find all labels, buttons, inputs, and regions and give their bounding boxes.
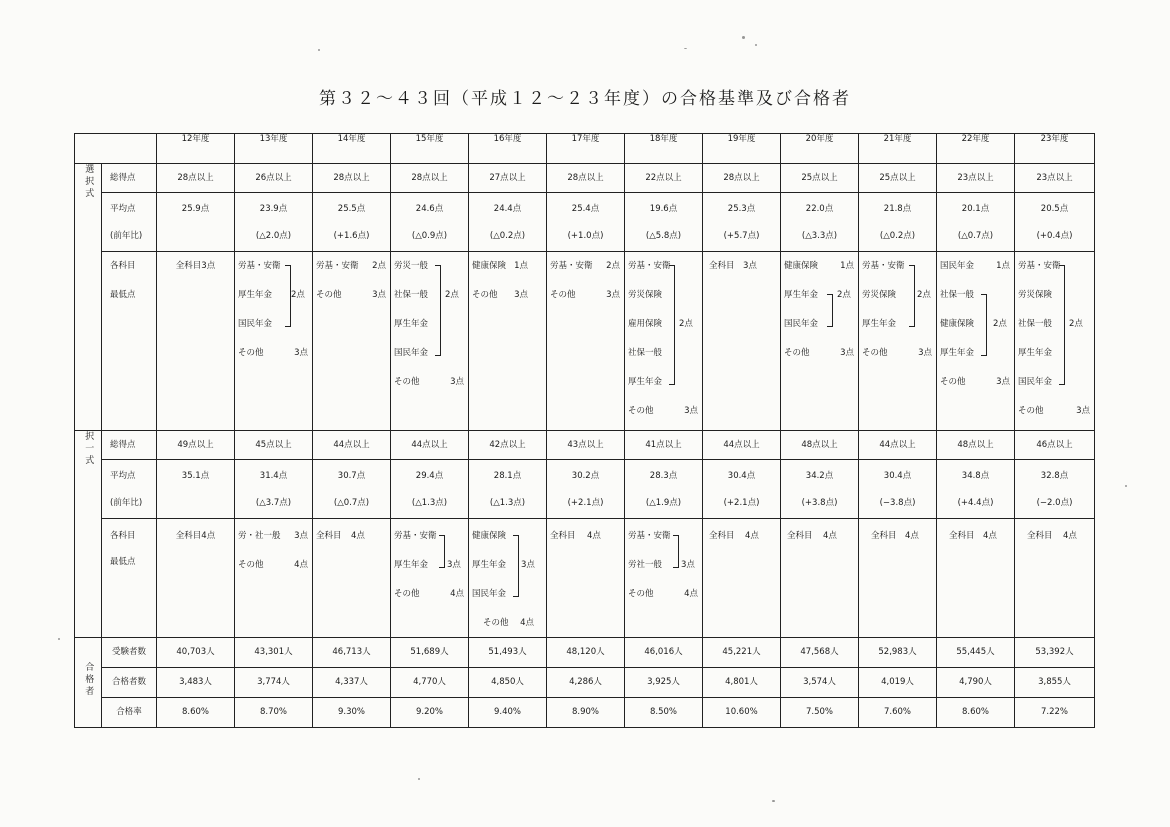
header-row	[75, 134, 1095, 164]
takuitsu-subject-y20: 全科目 4点	[781, 519, 859, 638]
year-header: 17年度	[547, 134, 625, 164]
sentaku-prev: (△0.2点)	[879, 231, 916, 241]
sentaku-subject-y22: 国民年金 1点 社保一般 健康保険 厚生年金 2点 その他 3点	[937, 252, 1015, 431]
passers-value: 4,790人	[937, 668, 1015, 698]
sentaku-avg: 25.4点	[571, 204, 600, 214]
sentaku-avg: 23.9点	[259, 204, 288, 214]
passers-value: 4,019人	[859, 668, 937, 698]
sentaku-subject-y14: 労基・安衛 2点 その他 3点	[313, 252, 391, 431]
takuitsu-prev-row	[75, 490, 1095, 519]
takuitsu-avg: 28.1点	[493, 471, 522, 481]
passers-value: 4,286人	[547, 668, 625, 698]
rate-value: 7.60%	[859, 698, 937, 728]
passers-value: 4,337人	[313, 668, 391, 698]
sentaku-total: 28点以上	[411, 173, 448, 183]
takuitsu-avg: 34.8点	[961, 471, 990, 481]
sentaku-subject-row	[75, 252, 1095, 431]
takuitsu-total: 45点以上	[255, 440, 292, 450]
sentaku-total: 28点以上	[723, 173, 760, 183]
takuitsu-avg: 32.8点	[1040, 471, 1069, 481]
sentaku-subject-y16: 健康保険 1点 その他 3点	[469, 252, 547, 431]
examinees-value: 52,983人	[859, 638, 937, 668]
takuitsu-avg: 31.4点	[259, 471, 288, 481]
sentaku-total: 25点以上	[801, 173, 838, 183]
row-label-examinees: 受験者数	[102, 638, 157, 668]
takuitsu-total: 48点以上	[801, 440, 838, 450]
takuitsu-prev: (−2.0点)	[1036, 498, 1073, 508]
rate-value: 9.20%	[391, 698, 469, 728]
sentaku-avg: 22.0点	[805, 204, 834, 214]
takuitsu-avg: 30.2点	[571, 471, 600, 481]
passers-value: 3,855人	[1015, 668, 1095, 698]
scan-noise	[418, 778, 420, 780]
rate-value: 9.30%	[313, 698, 391, 728]
section-label-sentaku: 選択式	[75, 164, 102, 431]
passers-value: 4,801人	[703, 668, 781, 698]
takuitsu-total: 44点以上	[879, 440, 916, 450]
scan-noise	[772, 800, 775, 802]
sentaku-avg: 19.6点	[649, 204, 678, 214]
sentaku-avg: 20.5点	[1040, 204, 1069, 214]
row-label-subject-min: 各科目 最低点	[102, 519, 157, 638]
sentaku-prev: (△5.8点)	[645, 231, 682, 241]
examinees-value: 46,713人	[313, 638, 391, 668]
sentaku-avg: 24.4点	[493, 204, 522, 214]
year-header: 23年度	[1015, 134, 1095, 164]
takuitsu-avg: 30.4点	[727, 471, 756, 481]
examinees-value: 51,493人	[469, 638, 547, 668]
sentaku-prev: (+5.7点)	[723, 231, 760, 241]
takuitsu-total: 46点以上	[1036, 440, 1073, 450]
row-label-avg: 平均点	[102, 460, 157, 491]
sentaku-subject-y12: 全科目3点	[157, 252, 235, 431]
sentaku-total: 25点以上	[879, 173, 916, 183]
passers-value: 3,925人	[625, 668, 703, 698]
row-label-prev: (前年比)	[102, 223, 157, 252]
sentaku-avg: 21.8点	[883, 204, 912, 214]
takuitsu-subject-row	[75, 519, 1095, 638]
takuitsu-subject-y14: 全科目 4点	[313, 519, 391, 638]
row-label-rate: 合格率	[102, 698, 157, 728]
rate-value: 10.60%	[703, 698, 781, 728]
rate-value: 8.90%	[547, 698, 625, 728]
takuitsu-total: 44点以上	[333, 440, 370, 450]
takuitsu-prev: (△1.9点)	[645, 498, 682, 508]
scan-noise	[742, 36, 745, 39]
sentaku-subject-y19: 全科目 3点	[703, 252, 781, 431]
scan-noise	[318, 49, 320, 51]
takuitsu-avg-row	[75, 460, 1095, 491]
sentaku-total: 22点以上	[645, 173, 682, 183]
year-header: 21年度	[859, 134, 937, 164]
sentaku-prev: (+0.4点)	[1036, 231, 1073, 241]
takuitsu-total: 43点以上	[567, 440, 604, 450]
sentaku-prev: (△2.0点)	[255, 231, 292, 241]
row-label-total: 総得点	[102, 164, 157, 193]
takuitsu-prev: (−3.8点)	[879, 498, 916, 508]
sentaku-total-row	[75, 164, 1095, 193]
year-header: 14年度	[313, 134, 391, 164]
examinees-value: 48,120人	[547, 638, 625, 668]
row-label-prev: (前年比)	[102, 490, 157, 519]
section-label-goukakusha: 合格者	[75, 638, 102, 728]
takuitsu-subject-y12: 全科目4点	[157, 519, 235, 638]
rate-value: 7.50%	[781, 698, 859, 728]
takuitsu-subject-y13: 労・社一般 3点 その他 4点	[235, 519, 313, 638]
sentaku-prev: (△3.3点)	[801, 231, 838, 241]
sentaku-avg: 24.6点	[415, 204, 444, 214]
takuitsu-total: 42点以上	[489, 440, 526, 450]
sentaku-avg: 25.9点	[181, 204, 210, 214]
examinees-value: 51,689人	[391, 638, 469, 668]
sentaku-prev: (△0.9点)	[411, 231, 448, 241]
sentaku-prev: (△0.2点)	[489, 231, 526, 241]
year-header: 12年度	[157, 134, 235, 164]
examinees-row	[75, 638, 1095, 668]
scan-noise	[58, 638, 60, 640]
examinees-value: 55,445人	[937, 638, 1015, 668]
sentaku-total: 28点以上	[177, 173, 214, 183]
takuitsu-prev: (+2.1点)	[567, 498, 604, 508]
corner-cell	[75, 134, 157, 164]
sentaku-avg: 25.5点	[337, 204, 366, 214]
takuitsu-total: 44点以上	[723, 440, 760, 450]
sentaku-total: 28点以上	[567, 173, 604, 183]
sentaku-avg: 25.3点	[727, 204, 756, 214]
scan-noise	[755, 44, 757, 46]
sentaku-subject-y23: 労基・安衛 労災保険 社保一般 厚生年金 国民年金 2点 その他 3点	[1015, 252, 1095, 431]
takuitsu-prev: (△3.7点)	[255, 498, 292, 508]
takuitsu-prev: (+2.1点)	[723, 498, 760, 508]
passers-value: 3,483人	[157, 668, 235, 698]
takuitsu-avg: 30.7点	[337, 471, 366, 481]
sentaku-total: 27点以上	[489, 173, 526, 183]
sentaku-subject-y20: 健康保険 1点 厚生年金 国民年金 2点 その他 3点	[781, 252, 859, 431]
takuitsu-total: 44点以上	[411, 440, 448, 450]
takuitsu-total: 49点以上	[177, 440, 214, 450]
examinees-value: 53,392人	[1015, 638, 1095, 668]
year-header: 16年度	[469, 134, 547, 164]
sentaku-subject-y17: 労基・安衛 2点 その他 3点	[547, 252, 625, 431]
sentaku-total: 26点以上	[255, 173, 292, 183]
row-label-passers: 合格者数	[102, 668, 157, 698]
passers-value: 3,574人	[781, 668, 859, 698]
section-label-takuitsu: 択一式	[75, 431, 102, 638]
year-header: 20年度	[781, 134, 859, 164]
takuitsu-total: 48点以上	[957, 440, 994, 450]
sentaku-subject-y21: 労基・安衛 労災保険 厚生年金 2点 その他 3点	[859, 252, 937, 431]
examinees-value: 46,016人	[625, 638, 703, 668]
sentaku-total: 23点以上	[1036, 173, 1073, 183]
sentaku-prev: (△0.7点)	[957, 231, 994, 241]
takuitsu-subject-y23: 全科目 4点	[1015, 519, 1095, 638]
document-title: 第３２～４３回（平成１２～２３年度）の合格基準及び合格者	[319, 89, 851, 109]
sentaku-total: 23点以上	[957, 173, 994, 183]
takuitsu-subject-y22: 全科目 4点	[937, 519, 1015, 638]
row-label-total: 総得点	[102, 431, 157, 460]
year-header: 18年度	[625, 134, 703, 164]
rate-value: 8.60%	[157, 698, 235, 728]
year-header: 22年度	[937, 134, 1015, 164]
scan-noise	[684, 48, 687, 49]
takuitsu-prev: (△1.3点)	[489, 498, 526, 508]
passers-value: 3,774人	[235, 668, 313, 698]
takuitsu-avg: 30.4点	[883, 471, 912, 481]
takuitsu-subject-y16: 健康保険 厚生年金 国民年金 3点 その他 4点	[469, 519, 547, 638]
takuitsu-prev: (△0.7点)	[333, 498, 370, 508]
passers-value: 4,850人	[469, 668, 547, 698]
takuitsu-avg: 35.1点	[181, 471, 210, 481]
takuitsu-subject-y18: 労基・安衛 労社一般 3点 その他 4点	[625, 519, 703, 638]
examinees-value: 40,703人	[157, 638, 235, 668]
examinees-value: 45,221人	[703, 638, 781, 668]
rate-value: 8.50%	[625, 698, 703, 728]
examinees-value: 47,568人	[781, 638, 859, 668]
rate-value: 9.40%	[469, 698, 547, 728]
examinees-value: 43,301人	[235, 638, 313, 668]
passers-value: 4,770人	[391, 668, 469, 698]
rate-value: 8.60%	[937, 698, 1015, 728]
sentaku-subject-y18: 労基・安衛 労災保険 雇用保険 社保一般 厚生年金 2点 その他 3点	[625, 252, 703, 431]
scan-noise	[1125, 485, 1127, 487]
sentaku-avg-row	[75, 193, 1095, 224]
takuitsu-subject-y19: 全科目 4点	[703, 519, 781, 638]
sentaku-avg: 20.1点	[961, 204, 990, 214]
takuitsu-subject-y17: 全科目 4点	[547, 519, 625, 638]
row-label-subject-min: 各科目 最低点	[102, 252, 157, 431]
sentaku-prev: (+1.0点)	[567, 231, 604, 241]
rate-value: 8.70%	[235, 698, 313, 728]
takuitsu-avg: 28.3点	[649, 471, 678, 481]
year-header: 13年度	[235, 134, 313, 164]
row-label-avg: 平均点	[102, 193, 157, 224]
takuitsu-total: 41点以上	[645, 440, 682, 450]
takuitsu-subject-y15: 労基・安衛 厚生年金 3点 その他 4点	[391, 519, 469, 638]
sentaku-prev: (+1.6点)	[333, 231, 370, 241]
year-header: 15年度	[391, 134, 469, 164]
sentaku-total: 28点以上	[333, 173, 370, 183]
sentaku-prev-row	[75, 223, 1095, 252]
pass-criteria-table	[74, 133, 1095, 728]
takuitsu-prev: (+4.4点)	[957, 498, 994, 508]
takuitsu-avg: 34.2点	[805, 471, 834, 481]
takuitsu-prev: (+3.8点)	[801, 498, 838, 508]
takuitsu-prev: (△1.3点)	[411, 498, 448, 508]
year-header: 19年度	[703, 134, 781, 164]
takuitsu-avg: 29.4点	[415, 471, 444, 481]
takuitsu-subject-y21: 全科目 4点	[859, 519, 937, 638]
sentaku-subject-y13: 労基・安衛 厚生年金 国民年金 2点 その他 3点	[235, 252, 313, 431]
rate-row	[75, 698, 1095, 728]
passers-row	[75, 668, 1095, 698]
rate-value: 7.22%	[1015, 698, 1095, 728]
sentaku-subject-y15: 労災一般 社保一般 厚生年金 国民年金 2点 その他 3点	[391, 252, 469, 431]
takuitsu-total-row	[75, 431, 1095, 460]
